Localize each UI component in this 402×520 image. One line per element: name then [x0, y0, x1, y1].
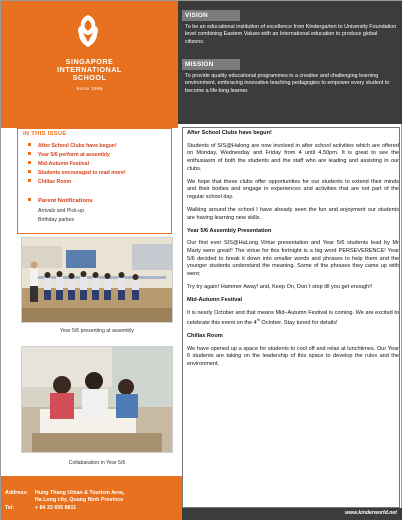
issue-item[interactable]: Chillax Room: [28, 178, 126, 187]
assembly-photo: [21, 237, 173, 323]
vision-heading: VISION: [182, 10, 240, 21]
issue-item[interactable]: After School Clubs have begun!: [28, 142, 126, 151]
issue-item[interactable]: Students encouraged to read more!: [28, 169, 126, 178]
address-line-2: Ha Long city, Quang Ninh Province: [35, 497, 124, 503]
bullet-icon: [28, 152, 31, 155]
article-paragraph: We have opened up a space for students to cool off and relax at lunchtimes. Our Year 6 students are taking on the leadership of this space to develop the rules and the environment.: [187, 345, 399, 368]
bullet-icon: [28, 143, 31, 146]
article-panel: [182, 127, 400, 508]
vision-mission-panel: [178, 1, 402, 124]
issue-list: [28, 142, 126, 187]
collaboration-photo-caption: Collabaration in Year 5/6: [68, 460, 126, 466]
tel-number: + 84 33 655 8811: [35, 505, 77, 511]
issue-item[interactable]: Year 5/6 perform at assembly: [28, 151, 126, 160]
article-paragraph: Our first ever SIS@HaLong Virtue presentation and Year 5/6 students lead by Mr Marty were great!! The virtue for this fortnight is a big word PERSEVERENCE! Year 5/6 decided to break it down into smaller words and phrases to help them and the younger students understand the meaning. Some of the phrases they came up with were;: [187, 240, 399, 278]
vision-text: To be an educational institution of excellence from Kindergarten to University Foundation level combining Eastern Values with an International education to produce global citizens.: [185, 24, 397, 45]
assembly-photo-image: [22, 238, 173, 323]
article-heading-mid-autumn: Mid-Autumn Festival: [187, 296, 243, 303]
article-paragraph: Students of SIS@Halong are now involved in after school activities which are offered on Monday, Wednesday and Friday from 4 until 4.50pm. It is great to see the enthusiasm of both the students and the staff who are leading and assisting in our clubs.: [187, 142, 399, 172]
in-this-issue-title: IN THIS ISSUE: [23, 131, 67, 137]
tel-row: [5, 505, 76, 512]
notification-item: Birthday parties: [38, 217, 75, 223]
article-paragraph: It is nearly October and that means Mid–Autumn Festival is coming. We are excited to celebrate this event on the 4th October. Stay tuned for details!: [187, 309, 399, 327]
school-crest-icon: [73, 14, 103, 48]
article-paragraph: Walking around the school I have already seen the fun and enjoyment our students are having learning new skills.: [187, 207, 399, 221]
footer-bar: [182, 508, 402, 520]
address-label: Address:: [5, 490, 28, 496]
article-heading-assembly: Year 5/6 Assembly Presentation: [187, 227, 272, 234]
notification-item: Arrivals and Pick-up: [38, 208, 85, 214]
article-heading-clubs: After School Clubs have begun!: [187, 130, 272, 136]
collaboration-photo-image: [22, 347, 173, 453]
school-since: Since 1996: [76, 86, 103, 91]
parent-notifications-heading: Parent Notifications: [28, 198, 93, 204]
footer-contact: [1, 476, 182, 520]
collaboration-photo: [21, 346, 173, 453]
assembly-photo-caption: Year 5/6 presenting at assembly: [60, 328, 134, 334]
article-heading-chillax: Chillax Room: [187, 333, 223, 340]
website-link[interactable]: www.kinderworld.net: [345, 510, 397, 516]
mission-heading: MISSION: [182, 59, 240, 70]
tel-label: Tel:: [5, 505, 15, 511]
in-this-issue-box: [17, 128, 172, 234]
bullet-icon: [28, 179, 31, 182]
bullet-icon: [28, 198, 31, 201]
school-brand-header: [1, 1, 178, 128]
mission-text: To provide quality educational programmes in a creative and challenging learning environment, embracing innovative teaching pedagogies to empower every student to become a life-long learner.: [185, 73, 390, 94]
issue-item[interactable]: Mid-Autumn Festival: [28, 160, 126, 169]
article-body: [187, 130, 399, 374]
school-name: SINGAPORE INTERNATIONAL SCHOOL: [57, 57, 122, 83]
bullet-icon: [28, 170, 31, 173]
article-paragraph: Try try again! Hammer Away! and, Keep On, Don`t stop till you get enough!!: [187, 284, 373, 290]
address-line-1: Hung Thang Urban & Tourism Area,: [35, 490, 125, 496]
address-row: [5, 490, 124, 497]
bullet-icon: [28, 161, 31, 164]
article-paragraph: We hope that these clubs offer opportunities for our students to extend their minds and their bodies and engage in experiences and activities that are not part of the regular school day.: [187, 178, 399, 201]
